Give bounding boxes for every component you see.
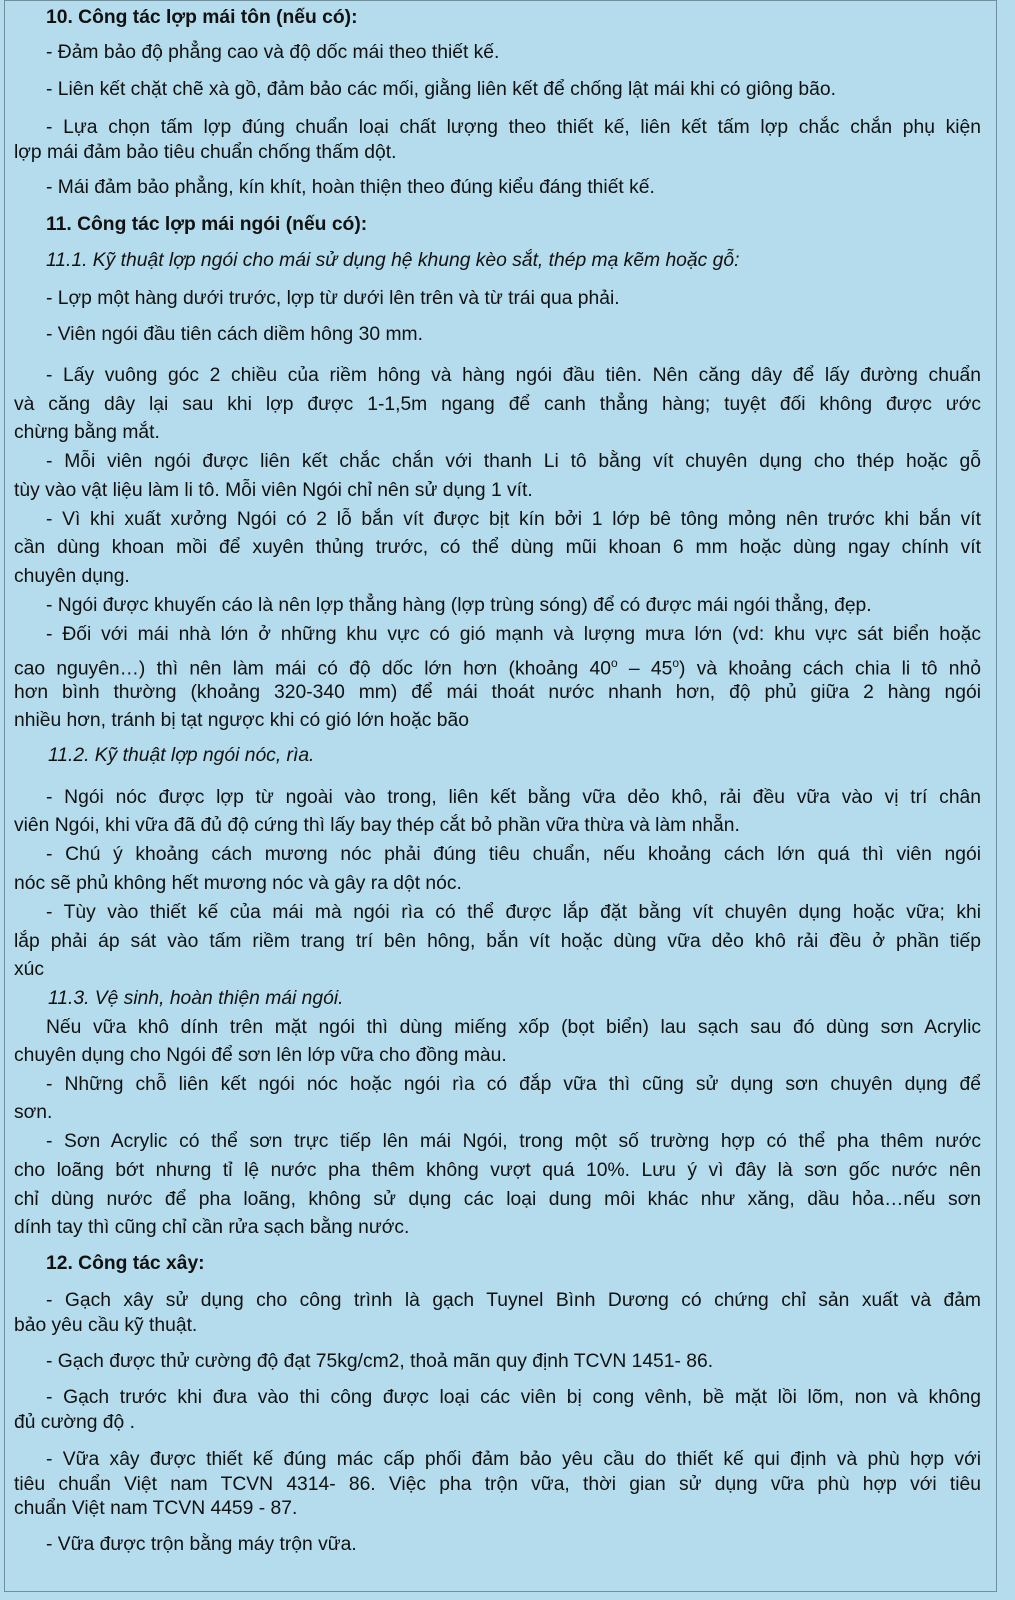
section-12-item: - Gạch trước khi đưa vào thi công được loại các viên bị cong vênh, bề mặt lồi lõm, non và không — [46, 1387, 981, 1408]
degree-mark: o — [672, 656, 680, 670]
section-11-item-cont: nóc sẽ phủ không hết mương nóc và gây ra dột nóc. — [14, 873, 462, 894]
section-12-item: - Gạch được thử cường độ đạt 75kg/cm2, thoả mãn quy định TCVN 1451- 86. — [46, 1351, 714, 1372]
section-11-item-cont: sơn. — [14, 1102, 53, 1123]
section-11-item-cont: hơn bình thường (khoảng 320-340 mm) để mái thoát nước nhanh hơn, độ phủ giữa 2 hàng ngói — [14, 682, 981, 703]
section-10-heading: 10. Công tác lợp mái tôn (nếu có): — [46, 7, 358, 28]
section-10-item-cont: lợp mái đảm bảo tiêu chuẩn chống thấm dột. — [14, 142, 397, 163]
section-11-item: - Tùy vào thiết kế của mái mà ngói rìa có thể được lắp đặt bằng vít chuyên dụng hoặc vữa; khi — [46, 902, 981, 923]
section-11-item-cont: viên Ngói, khi vữa đã đủ độ cứng thì lấy bay thép cắt bỏ phần vữa thừa và làm nhẵn. — [14, 815, 740, 836]
section-12-heading: 12. Công tác xây: — [46, 1253, 205, 1274]
section-10-item: - Liên kết chặt chẽ xà gồ, đảm bảo các mối, giằng liên kết để chống lật mái khi có giông bão. — [46, 79, 836, 100]
section-11-item: - Ngói nóc được lợp từ ngoài vào trong, liên kết bằng vữa dẻo khô, rải đều vữa vào vị trí chân — [46, 787, 981, 808]
section-11-item: - Lợp một hàng dưới trước, lợp từ dưới lên trên và từ trái qua phải. — [46, 288, 620, 309]
section-12-item-cont: chuẩn Việt nam TCVN 4459 - 87. — [14, 1498, 298, 1519]
section-12-item: - Vữa xây được thiết kế đúng mác cấp phối đảm bảo yêu cầu do thiết kế qui định và phù hợp với — [46, 1449, 981, 1470]
subsection-11-1-title: 11.1. Kỹ thuật lợp ngói cho mái sử dụng hệ khung kèo sắt, thép mạ kẽm hoặc gỗ: — [46, 250, 740, 271]
section-11-item: - Viên ngói đầu tiên cách diềm hông 30 mm. — [46, 324, 423, 345]
subsection-11-3-title: 11.3. Vệ sinh, hoàn thiện mái ngói. — [48, 988, 344, 1009]
section-12-item-cont: bảo yêu cầu kỹ thuật. — [14, 1315, 198, 1336]
section-11-item: - Chú ý khoảng cách mương nóc phải đúng tiêu chuẩn, nếu khoảng cách lớn quá thì viên ngói — [46, 844, 981, 865]
section-11-item-cont: nhiều hơn, tránh bị tạt ngược khi có gió lớn hoặc bão — [14, 710, 469, 731]
section-11-item-cont: cần dùng khoan mồi để xuyên thủng trước, có thể dùng mũi khoan 6 mm hoặc dùng ngay chính vít — [14, 537, 981, 558]
section-12-item-cont: tiêu chuẩn Việt nam TCVN 4314- 86. Việc pha trộn vữa, thời gian sử dụng vữa phù hợp với tiêu — [14, 1474, 981, 1495]
section-11-item-cont: chuyên dụng cho Ngói để sơn lên lớp vữa cho đồng màu. — [14, 1045, 507, 1066]
subsection-11-2-title: 11.2. Kỹ thuật lợp ngói nóc, rìa. — [48, 745, 315, 766]
section-11-item-cont: chỉ dùng nước để pha loãng, không sử dụng các loại dung môi khác như xăng, dầu hỏa…nếu sơn — [14, 1189, 981, 1210]
slope-text-b: – 45 — [617, 658, 673, 680]
section-12-item-cont: đủ cường độ . — [14, 1412, 135, 1433]
section-11-item-cont: và căng dây lại sau khi lợp được 1-1,5m ngang để canh thẳng hàng; tuyệt đối không được ước — [14, 394, 981, 415]
section-11-item: - Lấy vuông góc 2 chiều của riềm hông và hàng ngói đầu tiên. Nên căng dây để lấy đường chuẩn — [46, 365, 981, 386]
section-12-item: - Vữa được trộn bằng máy trộn vữa. — [46, 1534, 357, 1555]
section-11-item: - Mỗi viên ngói được liên kết chắc chắn với thanh Li tô bằng vít chuyên dụng cho thép hoặc gỗ — [46, 451, 981, 472]
slope-text-a: cao nguyên…) thì nên làm mái có độ dốc lớn hơn (khoảng 40 — [14, 658, 611, 680]
section-11-item: - Những chỗ liên kết ngói nóc hoặc ngói rìa có đắp vữa thì cũng sử dụng sơn chuyên dụng để — [46, 1074, 981, 1095]
section-11-item: - Sơn Acrylic có thể sơn trực tiếp lên mái Ngói, trong một số trường hợp có thể pha thêm nước — [46, 1131, 981, 1152]
section-10-item: - Đảm bảo độ phẳng cao và độ dốc mái theo thiết kế. — [46, 42, 500, 63]
section-11-item-cont: xúc — [14, 959, 45, 980]
section-11-item: - Ngói được khuyến cáo là nên lợp thẳng hàng (lợp trùng sóng) để có được mái ngói thẳng, đẹp. — [46, 595, 872, 616]
section-11-item: - Vì khi xuất xưởng Ngói có 2 lỗ bắn vít được bịt kín bởi 1 lớp bê tông mỏng nên trước khi bắn vít — [46, 509, 981, 530]
section-11-item-cont: chừng bằng mắt. — [14, 422, 160, 443]
degree-mark: o — [610, 656, 618, 670]
section-11-item-cont: dính tay thì cũng chỉ cần rửa sạch bằng nước. — [14, 1217, 410, 1238]
section-10-item: - Mái đảm bảo phẳng, kín khít, hoàn thiện theo đúng kiểu đáng thiết kế. — [46, 177, 655, 198]
section-11-item: Nếu vữa khô dính trên mặt ngói thì dùng miếng xốp (bọt biển) lau sạch sau đó dùng sơn Acrylic — [46, 1017, 981, 1038]
slope-text-c: ) và khoảng cách chia li tô nhỏ — [679, 658, 981, 680]
section-11-item-cont: chuyên dụng. — [14, 566, 130, 587]
section-11-item-cont: tùy vào vật liệu làm li tô. Mỗi viên Ngói chỉ nên sử dụng 1 vít. — [14, 480, 533, 501]
section-11-item-cont: cho loãng bớt nhưng tỉ lệ nước pha thêm không vượt quá 10%. Lưu ý vì đây là sơn gốc nước nên — [14, 1160, 981, 1181]
section-11-heading: 11. Công tác lợp mái ngói (nếu có): — [46, 214, 368, 235]
section-11-item-cont: lắp phải áp sát vào tấm riềm trang trí bên hông, bắn vít hoặc dùng vữa dẻo khô rải đều ở phần tiếp — [14, 931, 981, 952]
section-12-item: - Gạch xây sử dụng cho công trình là gạch Tuynel Bình Dương có chứng chỉ sản xuất và đảm — [46, 1290, 981, 1311]
section-10-item: - Lựa chọn tấm lợp đúng chuẩn loại chất lượng theo thiết kế, liên kết tấm lợp chắc chắn phụ kiện — [46, 117, 981, 138]
section-11-item: - Đối với mái nhà lớn ở những khu vực có gió mạnh và lượng mưa lớn (vd: khu vực sát biển hoặc — [46, 624, 981, 645]
